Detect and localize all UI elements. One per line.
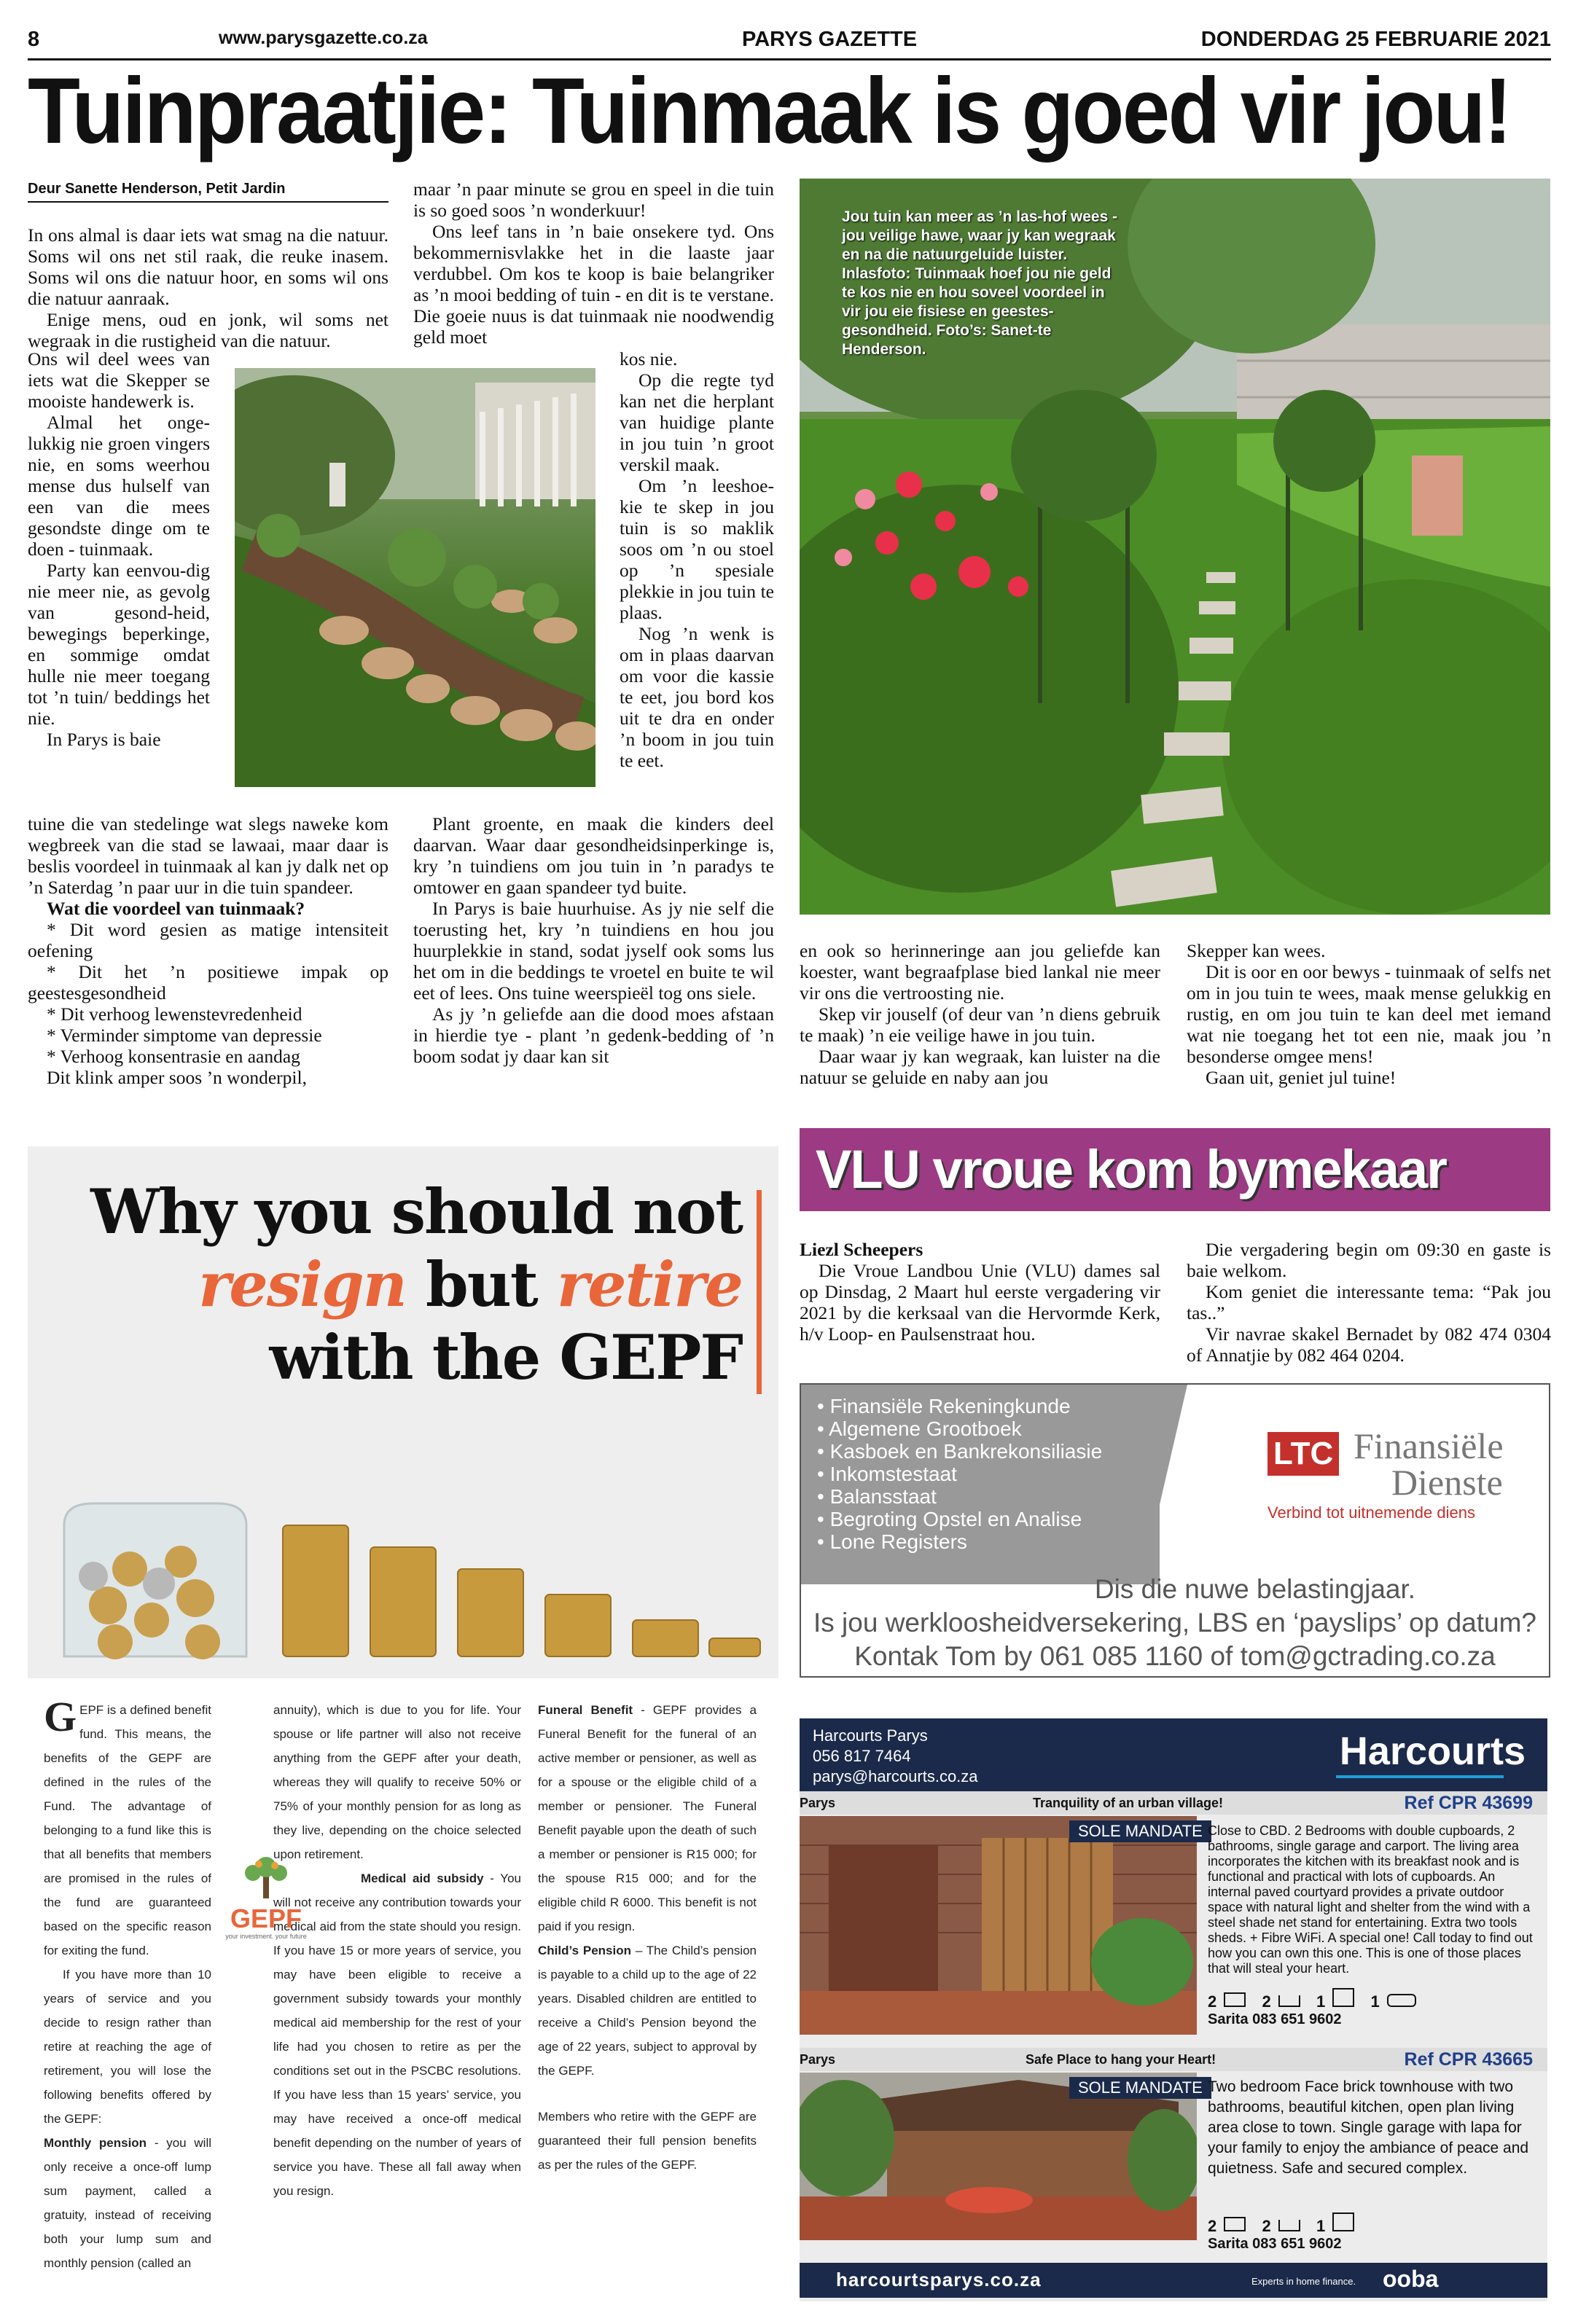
harcourts-footer — [800, 2263, 1547, 2298]
listing-2-agent[interactable]: Sarita 083 651 9602 — [1208, 2236, 1342, 2252]
garage-count: 1 — [1316, 2217, 1326, 2235]
article-subhead: Wat die voordeel van tuinmaak? — [47, 898, 305, 919]
gepf-ad-title — [71, 1175, 742, 1394]
paragraph: Die vergadering begin om 09:30 en gaste is baie welkom. — [1187, 1239, 1551, 1281]
garage-icon — [1332, 1988, 1354, 2007]
harcourts-logo: Harcourts — [1339, 1729, 1526, 1773]
gepf-logo — [211, 1851, 321, 1953]
photo-caption: Jou tuin kan meer as ’n las-hof wees - jou veilige hawe, waar jy kan wegraak en na die natuurgeluide luister. Inlasfoto: Tuinmaak hoef jou nie geld te kos nie en hou soveel voordeel in vir jou eie fisiese en geestes-gesondheid. Foto’s: Sanet-te Henderson. — [842, 208, 1118, 358]
listing-2-town: Parys — [800, 2052, 836, 2067]
gepf-text-col-1 — [44, 1693, 211, 2275]
paragraph: Dit is oor en oor bewys - tuinmaak of selfs net om in jou tuin te wees, maak mense gelukkig en rustig, en om jou tuin te kan deel met iemand wat nie toegang het tot een nie, maak jou ’n besonderse omgee mens! — [1187, 961, 1551, 1067]
ltc-brand-line-1: Finansiële — [1354, 1425, 1504, 1466]
article-col-1 — [28, 179, 388, 351]
gepf-intro: EPF is a defined benefit fund. This means, the benefits of the GEPF are defined in the rules of the Fund. The advantage of belonging to a fund like this is that all benefits that members are promised in the rules of the fund are guaranteed based on the specific reason for exiting the fund. — [44, 1703, 211, 1957]
paper-name: PARYS GAZETTE — [742, 28, 918, 51]
gepf-subhead: Funeral Benefit — [538, 1703, 633, 1717]
bed-count: 2 — [1208, 2217, 1217, 2235]
paragraph: As jy ’n geliefde aan die dood moes afstaan in hierdie tye - plant ’n gedenk-bedding of ’n boom sodat jy daar kan sit — [413, 1003, 774, 1067]
gepf-dropcap: G — [44, 1693, 77, 1740]
ltc-line-2: Is jou werkloosheidversekering, LBS en ‘payslips’ op datum? — [813, 1608, 1536, 1638]
issue-date: DONDERDAG 25 FEBRUARIE 2021 — [1200, 28, 1551, 51]
car-icon — [1387, 1994, 1416, 2007]
article-col-3 — [800, 940, 1160, 1088]
bullet: * Dit verhoog lewenstevredenheid — [47, 1003, 302, 1025]
gepf-subhead: Medical aid subsidy — [361, 1871, 484, 1885]
harcourts-phone[interactable]: 056 817 7464 — [813, 1747, 911, 1765]
gepf-title-line-1: Why you should not — [90, 1175, 742, 1248]
harcourts-logo-underline — [1336, 1775, 1504, 1778]
paragraph: kos nie. — [620, 348, 678, 369]
bullet: * Dit word gesien as matige intensiteit oefening — [28, 919, 388, 961]
listing-1-description: Close to CBD. 2 Bedrooms with double cupboards, 2 bathrooms, single garage and carport. The living area incorporates the kitchen with its breakfast nook and is functional and practical with lots of cupboards. An internal paved courtyard provides a private outdoor space with natural light and shelter from the wind with a steel shade net stand for entertaining. Extra two tools sheds. + Fibre WiFi. A special one! Call today to find out how you can own this one. This is one of those places that will steal your heart. — [1208, 1823, 1533, 1976]
paragraph: In Parys is baie — [47, 729, 161, 750]
article-col-4 — [1187, 940, 1551, 1088]
article-col-1-bottom — [28, 813, 388, 1088]
gepf-para: - you will only receive a once-off lump sum payment, called a gratuity, instead of receiving both your lump sum and monthly pension (called an — [44, 2136, 211, 2270]
ltc-logo-mark: LTC — [1268, 1432, 1339, 1476]
harcourts-header — [800, 1718, 1547, 1791]
paragraph: Almal het onge-lukkig nie groen vingers nie, en soms weerhou mense dus hulself van een van die mees gesondste dinge om te doen - tuinmaak. — [28, 412, 210, 560]
carport-count: 1 — [1370, 1992, 1380, 2011]
gepf-ad[interactable] — [28, 1146, 778, 1678]
ltc-service-item: • Balansstaat — [817, 1485, 937, 1508]
bullet: * Dit het ’n positiewe impak op geestesgesondheid — [28, 961, 388, 1003]
paragraph: Ons leef tans in ’n baie onsekere tyd. Ons bekommernisvlakke het in die laaste jaar verdubbel. Om kos te koop is baie belangriker as ’n mooi bedding of tuin - en dit is te verstane. Die goeie nuus is dat tuinmaak nie noodwendig geld moet — [413, 221, 774, 348]
paragraph: en ook so herinneringe aan jou geliefde kan koester, want begraafplase bied lankal nie meer vir ons die vertroosting nie. — [800, 940, 1160, 1003]
paragraph: maar ’n paar minute se grou en speel in die tuin is so goed soos ’n wonderkuur! — [413, 179, 774, 221]
gepf-logo-text: GEPF — [230, 1904, 302, 1933]
paragraph: Skep vir jouself (of deur van ’n diens gebruik te maak) ’n eie veilige hawe in jou tuin. — [800, 1003, 1160, 1046]
article-col-2-narrow — [620, 348, 774, 771]
gepf-title-line-3: with the GEPF — [269, 1321, 742, 1393]
ltc-logo — [1268, 1425, 1537, 1522]
paragraph: In Parys is baie huurhuise. As jy nie self die toerusting het, kry ’n tuindiens en hou jou huurplekkie in stand, sodat jyself ook soms lus het om in die beddings te vroetel en buite te wil eet of lees. Ons tuine weerspieël tog ons siele. — [413, 898, 774, 1003]
listing-2-features — [1208, 2213, 1354, 2236]
gepf-logo-tagline: your investment. your future — [225, 1933, 307, 1940]
paragraph: Gaan uit, geniet jul tuine! — [1206, 1067, 1397, 1088]
harcourts-contact — [813, 1726, 978, 1787]
gepf-title-resign: resign — [198, 1248, 406, 1321]
paragraph: Party kan eenvou-dig nie meer nie, as gevolg van gesond-heid, bewegings beperkinge, en sommige omdat hulle nie meer toegang tot ’n tuin/ beddings het nie. — [28, 560, 210, 729]
ltc-line-1: Dis die nuwe belastingjaar. — [1094, 1574, 1416, 1604]
bed-icon — [1224, 2217, 1246, 2231]
ltc-services-list — [801, 1385, 1160, 1584]
harcourts-website[interactable]: harcourtsparys.co.za — [836, 2269, 1042, 2290]
bath-count: 2 — [1262, 1992, 1271, 2011]
gepf-text-col-3 — [538, 1698, 757, 2177]
ltc-ad[interactable] — [800, 1383, 1550, 1678]
paragraph: Vir navrae skakel Bernadet by 082 474 0304 of Annatjie by 082 464 0204. — [1187, 1323, 1551, 1366]
bullet: * Verhoog konsentrasie en aandag — [47, 1046, 300, 1067]
harcourts-listings — [800, 1791, 1547, 2301]
ltc-service-item: • Begroting Opstel en Analise — [817, 1508, 1082, 1530]
bath-icon — [1278, 1995, 1300, 2007]
ltc-service-item: • Lone Registers — [817, 1530, 967, 1553]
harcourts-email[interactable]: parys@harcourts.co.za — [813, 1767, 978, 1785]
article-headline: Tuinpraatjie: Tuinmaak is goed vir jou! — [28, 59, 1511, 163]
garage-count: 1 — [1316, 1992, 1326, 2011]
ltc-message — [801, 1573, 1549, 1673]
paragraph: Kom geniet die interessante tema: “Pak jou tas..” — [1187, 1281, 1551, 1323]
gepf-subhead: Child’s Pension — [538, 1944, 631, 1957]
gepf-para: If you have more than 10 years of service and you decide to resign rather than retire at reaching the age of retirement, you will lose the following benefits offered by the GEPF: — [44, 1968, 211, 2126]
ltc-brand-line-2: Dienste — [1391, 1462, 1503, 1503]
bath-icon — [1278, 2220, 1300, 2231]
masthead — [28, 22, 1551, 60]
paragraph: Ons wil deel wees van iets wat die Skepper se mooiste handewerk is. — [28, 348, 210, 412]
gepf-title-but: but — [405, 1248, 557, 1321]
listing-2-mandate-badge: SOLE MANDATE — [1069, 2077, 1211, 2099]
ltc-service-item: • Inkomstestaat — [817, 1463, 957, 1485]
bath-count: 2 — [1262, 2217, 1271, 2235]
vlu-byline: Liezl Scheepers — [800, 1239, 923, 1260]
garden-bed-illustration — [235, 368, 595, 787]
gepf-para: annuity), which is due to you for life. Your spouse or life partner will also not receive anything from the GEPF after your death, whereas they will qualify to receive 50% or 75% of your monthly pension for as long as they live, depending on the choice selected upon retirement. — [273, 1703, 521, 1861]
garage-icon — [1332, 2213, 1354, 2231]
gepf-para: - You will not receive any contribution towards your medical aid from the state should you resign. If you have 15 or more years of service, you may have been eligible to receive a government subsidy towards your monthly medical aid membership for the rest of your life had you chosen to retire as per the conditions set out in the PSCBC resolutions. If you have less than 15 years’ service, you may have received a once-off medical benefit depending on the number of years of service you have. These all fall away when you resign. — [273, 1871, 521, 2198]
listing-1-town: Parys — [800, 1796, 836, 1810]
gepf-para: Members who retire with the GEPF are guaranteed their full pension benefits as per the rules of the GEPF. — [538, 2110, 757, 2172]
ltc-slogan: Verbind tot uitnemende diens — [1268, 1503, 1475, 1522]
vlu-col-2 — [1187, 1239, 1551, 1366]
vlu-headline: VLU vroue kom bymekaar — [800, 1128, 1550, 1211]
paragraph: Om ’n leeshoe-kie te skep in jou tuin is so maklik soos om ’n ou stoel op ’n spesiale plekkie in jou tuin te plaas. — [620, 475, 774, 623]
vlu-col-1 — [800, 1239, 1160, 1345]
house-photo-illustration — [800, 1816, 1197, 2035]
ltc-service-item: • Kasboek en Bankrekonsiliasie — [817, 1440, 1103, 1463]
article-col-2 — [413, 179, 774, 348]
ooba-tagline: Experts in home finance. — [1251, 2276, 1356, 2287]
gepf-tree-icon — [237, 1851, 295, 1902]
listing-1-features — [1208, 1988, 1416, 2011]
gepf-subhead: Monthly pension — [44, 2136, 147, 2150]
gepf-title-retire: retire — [556, 1248, 742, 1321]
coin-stacks-illustration — [50, 1423, 764, 1671]
paragraph: Op die regte tyd kan net die herplant van huidige plante in jou tuin ’n groot verskil maak. — [620, 369, 774, 475]
ltc-line-3[interactable]: Kontak Tom by 061 085 1160 of tom@gctrading.co.za — [854, 1641, 1496, 1671]
gepf-accent-bar — [757, 1190, 762, 1394]
listing-2-description: Two bedroom Face brick townhouse with two bathrooms, beautiful kitchen, open plan living area close to town. Single garage with lapa for your family to enjoy the ambiance of peace and quietness. Safe and secured complex. — [1208, 2078, 1529, 2177]
ltc-service-item: • Finansiële Rekeningkunde — [817, 1395, 1071, 1417]
site-url[interactable]: www.parysgazette.co.za — [219, 28, 428, 48]
gepf-para: – The Child’s pension is payable to a child up to the age of 22 years. Disabled children are entitled to receive a Child’s Pension beyond the age of 22 years, subject to approval by the GEPF. — [538, 1944, 757, 2078]
paragraph: Enige mens, oud en jonk, wil soms net wegraak in die rustigheid van die natuur. — [28, 309, 388, 351]
bed-icon — [1224, 1992, 1246, 2007]
listing-1-agent[interactable]: Sarita 083 651 9602 — [1208, 2011, 1342, 2027]
paragraph: In ons almal is daar iets wat smag na die natuur. Soms wil ons net stil raak, die reuke inasem. Soms wil ons die natuur hoor, en soms wil ons die natuur aanraak. — [28, 224, 388, 309]
paragraph: Daar waar jy kan wegraak, kan luister na die natuur se geluide en naby aan jou — [800, 1046, 1160, 1088]
paragraph: Skepper kan wees. — [1187, 940, 1326, 961]
ltc-diagonal — [1144, 1385, 1187, 1574]
article-byline: Deur Sanette Henderson, Petit Jardin — [28, 179, 388, 203]
paragraph: Dit klink amper soos ’n wonderpil, — [47, 1067, 307, 1088]
listing-2-ref: Ref CPR 43665 — [1404, 2049, 1533, 2070]
column-gutter — [521, 1698, 536, 2266]
gepf-para: - GEPF provides a Funeral Benefit for the funeral of an active member or pensioner, as well as for a spouse or the eligible child of a member or pensioner. The Funeral Benefit payable upon the death of such a member or pensioner is R15 000; for the spouse R15 000; and for the eligible child R 6000. This benefit is not paid if you resign. — [538, 1703, 757, 1933]
listing-2-tagline: Safe Place to hang your Heart! — [1026, 2052, 1216, 2067]
page-number: 8 — [28, 28, 40, 51]
bullet: * Verminder simptome van depressie — [47, 1025, 322, 1046]
ooba-logo: ooba — [1383, 2266, 1439, 2292]
article-col-2-bottom — [413, 813, 774, 1067]
paragraph: Nog ’n wenk is om in plaas daarvan om voor die kassie te eet, jou bord kos uit te dra en onder ’n boom in jou tuin te eet. — [620, 623, 774, 771]
paragraph: Plant groente, en maak die kinders deel daarvan. Waar daar gesondheidsinperkinge is, kry ’n tuindiens om jou tuin in ’n paradys te omtower en gaan spandeer tyd buite. — [413, 813, 774, 898]
inset-garden-photo — [235, 368, 595, 787]
ltc-service-item: • Algemene Grootboek — [817, 1417, 1022, 1440]
paragraph: Die Vroue Landbou Unie (VLU) dames sal op Dinsdag, 2 Maart hul eerste vergadering vir 2021 by die kerksaal van die Hervormde Kerk, h/v Loop- en Paulsenstraat hou. — [800, 1260, 1160, 1345]
listing-1-ref: Ref CPR 43699 — [1404, 1793, 1533, 1813]
article-col-1-narrow — [28, 348, 210, 750]
listing-1-tagline: Tranquility of an urban village! — [1033, 1796, 1224, 1810]
listing-1-photo[interactable] — [800, 1816, 1197, 2035]
main-garden-photo — [800, 179, 1550, 915]
listing-1-mandate-badge: SOLE MANDATE — [1069, 1820, 1211, 1842]
bed-count: 2 — [1208, 1992, 1217, 2011]
harcourts-office: Harcourts Parys — [813, 1726, 928, 1745]
paragraph: tuine die van stedelinge wat slegs naweke kom wegbreek van die stad se lawaai, maar daar is beslis voordeel in tuinmaak al kan jy dalk net op ’n Saterdag ’n paar uur in die tuin spandeer. — [28, 813, 389, 898]
